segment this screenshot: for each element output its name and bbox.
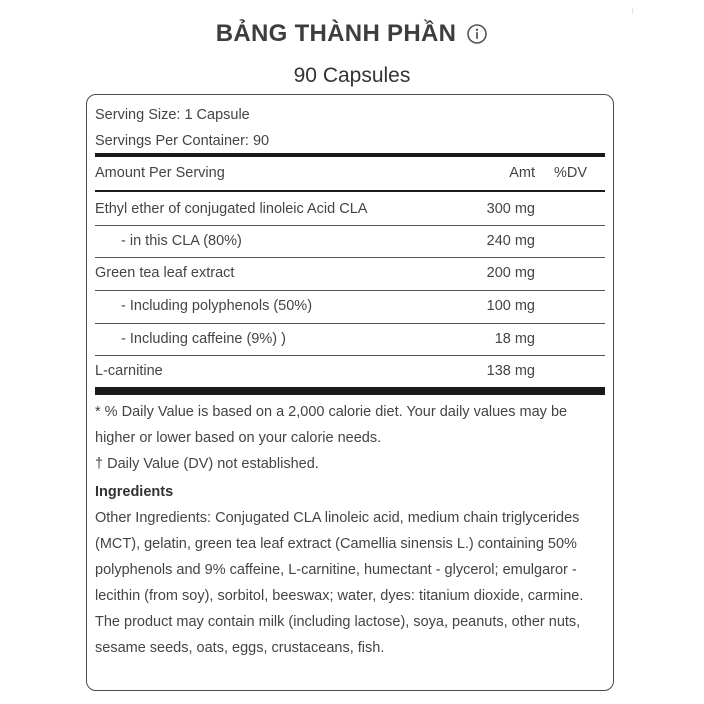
title-row [0, 20, 704, 48]
ingredients-heading: Ingredients [95, 484, 174, 500]
servings-per-container: Servings Per Container: 90 [95, 133, 270, 149]
row-name: - in this CLA (80%) [121, 233, 242, 249]
thick-rule-bottom [95, 387, 605, 395]
serving-size: Serving Size: 1 Capsule [95, 107, 250, 123]
row-divider [95, 290, 605, 291]
thick-rule-top [95, 153, 605, 157]
row-amt: 240 mg [486, 233, 535, 249]
page-title: BẢNG THÀNH PHẦN [215, 20, 457, 47]
col-header-dv: %DV [553, 165, 587, 181]
col-header-amt: Amt [509, 165, 535, 181]
row-name: Green tea leaf extract [95, 265, 235, 281]
row-name: Ethyl ether of conjugated linoleic Acid CLA [95, 201, 368, 217]
row-divider [95, 225, 605, 226]
row-name: - Including polyphenols (50%) [121, 298, 313, 314]
row-name: - Including caffeine (9%) ) [121, 331, 286, 347]
row-name: L-carnitine [95, 363, 163, 379]
row-divider [95, 323, 605, 324]
ingredients-text: Other Ingredients: Conjugated CLA linoleic acid, medium chain triglycerides (MCT), gelatin, green tea leaf extract (Camellia sinensis L.) containing 50% polyphenols and 9% caffeine, L-carnitine, humectant - glycerol; emulgaror - lecithin (from soy), sorbitol, beeswax; water, dyes: titanium dioxide, carmine. The product may contain milk (including lactose), soya, peanuts, other nuts, sesame seeds, oats, eggs, crustaceans, fish. [95, 510, 584, 656]
rule-under-header [95, 190, 605, 192]
info-icon[interactable] [466, 23, 488, 45]
col-header-label: Amount Per Serving [95, 165, 225, 181]
footnote-dv-not-established: † Daily Value (DV) not established. [95, 456, 319, 472]
row-amt: 300 mg [486, 201, 535, 217]
row-divider [95, 257, 605, 258]
row-amt: 100 mg [486, 298, 535, 314]
subtitle: 90 Capsules [293, 64, 411, 87]
row-amt: 138 mg [486, 363, 535, 379]
row-amt: 200 mg [486, 265, 535, 281]
supplement-facts-panel [86, 94, 614, 691]
row-divider [95, 355, 605, 356]
corner-mark [632, 8, 633, 14]
footnote-daily-value: * % Daily Value is based on a 2,000 calorie diet. Your daily values may be higher or lower based on your calorie needs. [95, 404, 568, 446]
row-amt: 18 mg [494, 331, 535, 347]
